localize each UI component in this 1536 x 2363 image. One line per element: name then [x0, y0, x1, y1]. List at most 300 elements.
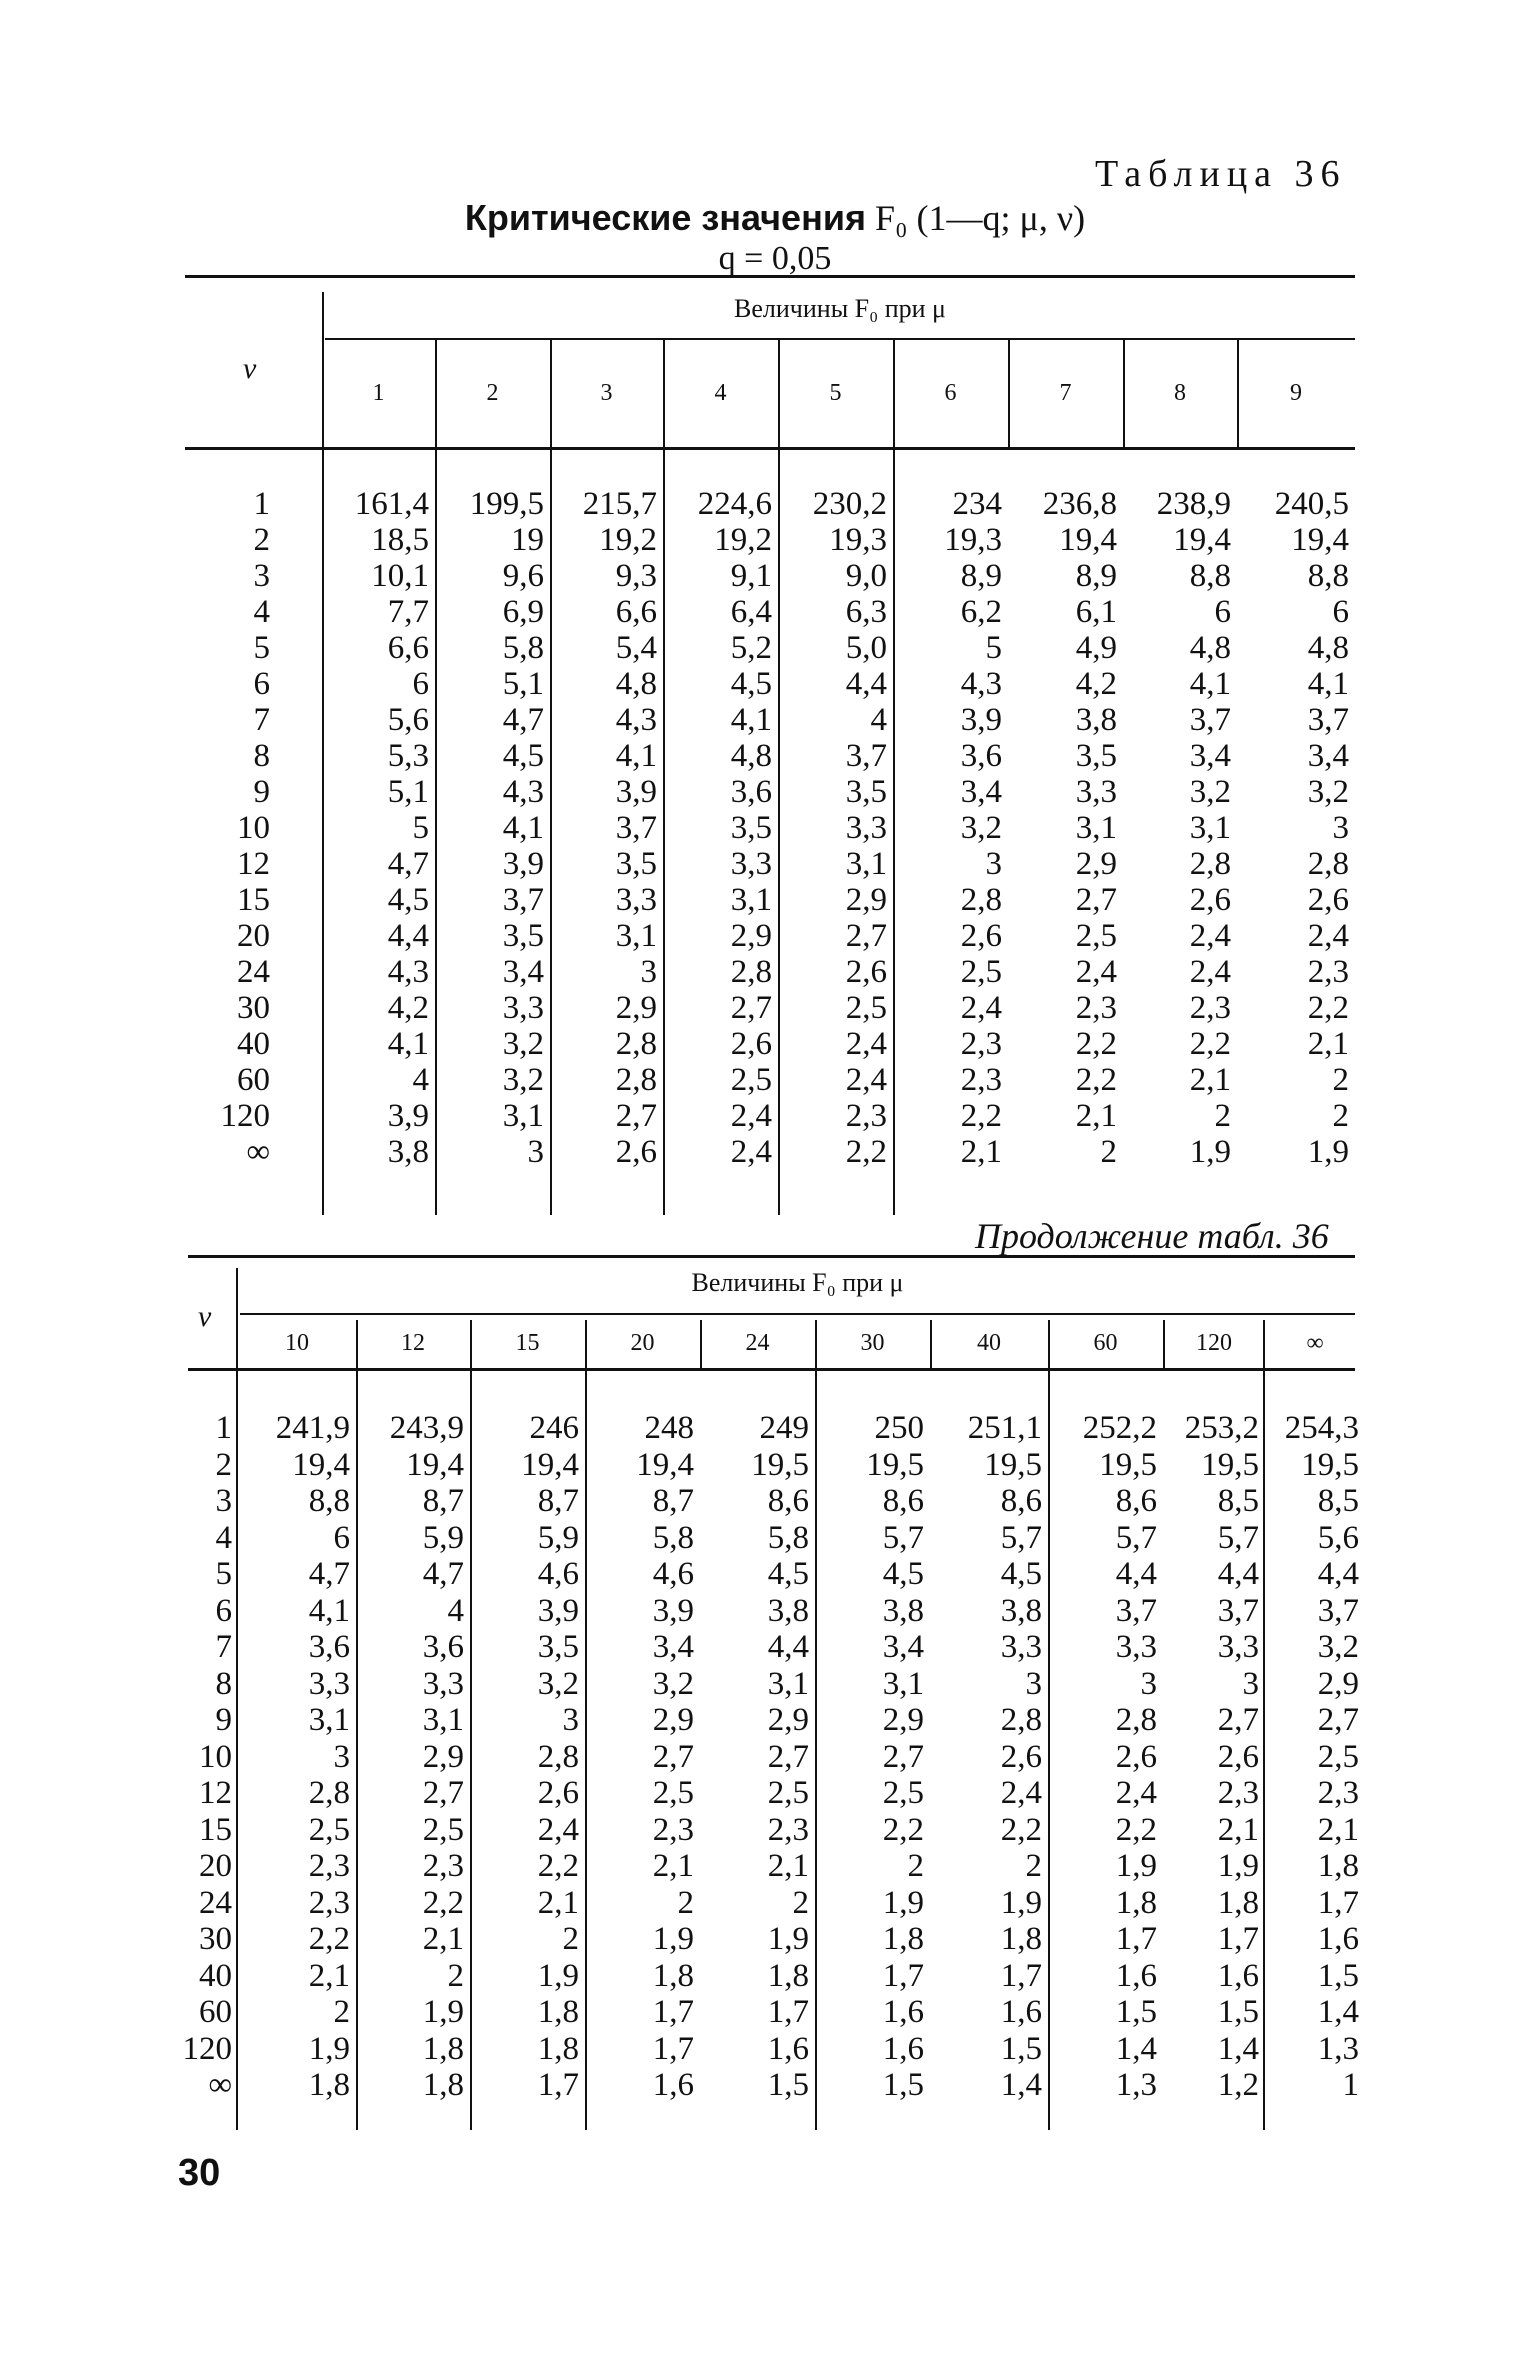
column-header-mu-60: 60	[1093, 1330, 1118, 1356]
value-cell: 1,9	[652, 1921, 694, 1957]
value-cell: 1,2	[1217, 2067, 1259, 2103]
column-header-mu-30: 30	[860, 1330, 885, 1356]
row-label-nu-∞: ∞	[246, 1134, 270, 1170]
value-cell: 3	[1025, 1665, 1042, 1702]
value-cell: 9,6	[502, 558, 544, 594]
row-label-nu-24: 24	[199, 1884, 232, 1921]
value-cell: 2	[1214, 1098, 1231, 1134]
value-cell: 3	[527, 1134, 544, 1170]
value-cell: 3,5	[845, 774, 887, 810]
value-cell: 4,6	[652, 1556, 694, 1592]
value-cell: 2,1	[1307, 1026, 1349, 1062]
value-cell: 5,8	[502, 630, 544, 666]
value-cell: 4,1	[615, 738, 657, 774]
value-cell: 4,8	[1307, 630, 1349, 666]
value-cell: 199,5	[469, 486, 544, 522]
column-header-mu-5: 5	[829, 380, 842, 406]
value-cell: 8,6	[1115, 1483, 1157, 1519]
value-cell: 1,6	[882, 2030, 924, 2067]
value-cell: 6,6	[387, 630, 429, 666]
value-cell: 2,1	[422, 1921, 464, 1957]
value-cell: 4,5	[502, 738, 544, 774]
value-cell: 4,3	[615, 702, 657, 738]
row-label-nu-120: 120	[220, 1098, 270, 1134]
value-cell: 2,2	[422, 1884, 464, 1921]
value-cell: 2,9	[652, 1702, 694, 1738]
value-cell: 4,7	[387, 846, 429, 882]
value-cell: 2,5	[652, 1775, 694, 1811]
value-cell: 1,6	[1217, 1957, 1259, 1994]
value-cell: 2,3	[1217, 1775, 1259, 1811]
value-cell: 2	[792, 1884, 809, 1921]
value-cell: 2,2	[1189, 1026, 1231, 1062]
value-cell: 3	[333, 1738, 350, 1775]
value-cell: 19,4	[636, 1446, 694, 1483]
value-cell: 1,8	[882, 1921, 924, 1957]
value-cell: 3,5	[615, 846, 657, 882]
value-cell: 1,8	[1217, 1884, 1259, 1921]
row-label-nu-40: 40	[237, 1026, 270, 1062]
value-cell: 3	[1332, 810, 1349, 846]
value-cell: 3,5	[537, 1629, 579, 1665]
value-cell: 3,9	[502, 846, 544, 882]
title-text: Критические значения	[464, 197, 866, 238]
value-cell: 5,7	[1115, 1519, 1157, 1556]
row-label-nu-20: 20	[237, 918, 270, 954]
row-label-nu-∞: ∞	[208, 2067, 232, 2103]
value-cell: 4,5	[882, 1556, 924, 1592]
value-cell: 3,5	[502, 918, 544, 954]
value-cell: 1,7	[882, 1957, 924, 1994]
value-cell: 224,6	[697, 486, 772, 522]
value-cell: 2,4	[1307, 918, 1349, 954]
value-cell: 1,3	[1115, 2067, 1157, 2103]
value-cell: 3,7	[1307, 702, 1349, 738]
value-cell: 1,7	[1000, 1957, 1042, 1994]
value-cell: 2,3	[308, 1884, 350, 1921]
value-cell: 2,6	[730, 1026, 772, 1062]
row-label-nu-12: 12	[199, 1775, 232, 1811]
value-cell: 230,2	[812, 486, 887, 522]
value-cell: 3,8	[387, 1134, 429, 1170]
value-cell: 2,2	[1115, 1811, 1157, 1848]
value-cell: 1,3	[1317, 2030, 1359, 2067]
value-cell: 19,4	[1291, 522, 1349, 558]
value-cell: 3	[562, 1702, 579, 1738]
value-cell: 2,6	[1217, 1738, 1259, 1775]
value-cell: 161,4	[354, 486, 429, 522]
column-divider-7	[1048, 1320, 1050, 2130]
value-cell: 2	[1332, 1062, 1349, 1098]
value-cell: 1	[1342, 2067, 1359, 2103]
value-cell: 3,5	[1075, 738, 1117, 774]
rule-1	[240, 1313, 1355, 1315]
value-cell: 6,3	[845, 594, 887, 630]
value-cell: 2	[333, 1994, 350, 2030]
value-cell: 1,6	[1115, 1957, 1157, 1994]
value-cell: 3,7	[845, 738, 887, 774]
value-cell: 6,9	[502, 594, 544, 630]
column-divider-0	[236, 1268, 238, 2130]
value-cell: 9,0	[845, 558, 887, 594]
value-cell: 3	[1242, 1665, 1259, 1702]
row-label-nu-20: 20	[199, 1848, 232, 1884]
value-cell: 3,9	[615, 774, 657, 810]
value-cell: 1,7	[1115, 1921, 1157, 1957]
value-cell: 4,8	[1189, 630, 1231, 666]
value-cell: 3,9	[960, 702, 1002, 738]
nu-header: ν	[243, 352, 257, 385]
value-cell: 8,7	[652, 1483, 694, 1519]
value-cell: 2,5	[960, 954, 1002, 990]
value-cell: 2,2	[1000, 1811, 1042, 1848]
value-cell: 1,6	[767, 2030, 809, 2067]
value-cell: 2,9	[1075, 846, 1117, 882]
column-header-mu-6: 6	[944, 380, 957, 406]
value-cell: 1,8	[308, 2067, 350, 2103]
page-number: 30	[178, 2152, 221, 2194]
value-cell: 2,9	[422, 1738, 464, 1775]
value-cell: 3,1	[882, 1665, 924, 1702]
value-cell: 3,3	[1075, 774, 1117, 810]
value-cell: 2,4	[1189, 918, 1231, 954]
value-cell: 8,5	[1317, 1483, 1359, 1519]
value-cell: 4,4	[1115, 1556, 1157, 1592]
row-label-nu-6: 6	[253, 666, 270, 702]
row-label-nu-12: 12	[237, 846, 270, 882]
row-label-nu-15: 15	[237, 882, 270, 918]
value-cell: 4,5	[387, 882, 429, 918]
value-cell: 3,4	[882, 1629, 924, 1665]
value-cell: 3,4	[652, 1629, 694, 1665]
value-cell: 2,5	[730, 1062, 772, 1098]
row-label-nu-4: 4	[253, 594, 270, 630]
value-cell: 1,7	[767, 1994, 809, 2030]
value-cell: 3,6	[308, 1629, 350, 1665]
value-cell: 3,4	[960, 774, 1002, 810]
value-cell: 2,5	[308, 1811, 350, 1848]
value-cell: 19,2	[599, 522, 657, 558]
rule-0	[188, 1255, 1355, 1258]
value-cell: 2	[907, 1848, 924, 1884]
value-cell: 6	[412, 666, 429, 702]
value-cell: 1,7	[652, 1994, 694, 2030]
value-cell: 4,2	[387, 990, 429, 1026]
value-cell: 3,8	[767, 1592, 809, 1629]
value-cell: 2,8	[1307, 846, 1349, 882]
value-cell: 2,8	[615, 1026, 657, 1062]
value-cell: 250	[874, 1410, 924, 1446]
value-cell: 1,9	[882, 1884, 924, 1921]
value-cell: 3,3	[1115, 1629, 1157, 1665]
column-divider-9	[1263, 1320, 1265, 2130]
value-cell: 3,4	[502, 954, 544, 990]
value-cell: 1,8	[537, 1994, 579, 2030]
value-cell: 2,9	[845, 882, 887, 918]
value-cell: 1,8	[1000, 1921, 1042, 1957]
value-cell: 2,9	[1317, 1665, 1359, 1702]
value-cell: 1,9	[422, 1994, 464, 2030]
value-cell: 19,4	[406, 1446, 464, 1483]
value-cell: 3,3	[730, 846, 772, 882]
column-header-mu-120: 120	[1196, 1330, 1232, 1356]
value-cell: 2,4	[1000, 1775, 1042, 1811]
value-cell: 2,3	[308, 1848, 350, 1884]
value-cell: 2,3	[652, 1811, 694, 1848]
value-cell: 3,1	[502, 1098, 544, 1134]
value-cell: 4	[412, 1062, 429, 1098]
value-cell: 3,1	[615, 918, 657, 954]
value-cell: 2,6	[845, 954, 887, 990]
value-cell: 3,2	[502, 1062, 544, 1098]
value-cell: 4,8	[730, 738, 772, 774]
value-cell: 19,3	[829, 522, 887, 558]
value-cell: 3,8	[1075, 702, 1117, 738]
value-cell: 5,8	[652, 1519, 694, 1556]
value-cell: 5,7	[1000, 1519, 1042, 1556]
row-label-nu-3: 3	[253, 558, 270, 594]
value-cell: 2,4	[537, 1811, 579, 1848]
value-cell: 3,9	[387, 1098, 429, 1134]
value-cell: 3,7	[1115, 1592, 1157, 1629]
value-cell: 2,2	[537, 1848, 579, 1884]
value-cell: 4,4	[387, 918, 429, 954]
value-cell: 2,5	[882, 1775, 924, 1811]
value-cell: 5	[412, 810, 429, 846]
value-cell: 19,3	[944, 522, 1002, 558]
value-cell: 3,6	[422, 1629, 464, 1665]
value-cell: 5,7	[882, 1519, 924, 1556]
value-cell: 3,2	[960, 810, 1002, 846]
value-cell: 19	[511, 522, 544, 558]
row-label-nu-7: 7	[253, 702, 270, 738]
value-cell: 2,6	[615, 1134, 657, 1170]
nu-header: ν	[198, 1300, 212, 1333]
value-cell: 8,8	[1189, 558, 1231, 594]
value-cell: 2,2	[845, 1134, 887, 1170]
column-header-mu-40: 40	[977, 1330, 1001, 1356]
value-cell: 1,7	[537, 2067, 579, 2103]
value-cell: 3,7	[1217, 1592, 1259, 1629]
column-header-mu-∞: ∞	[1306, 1330, 1324, 1356]
value-cell: 9,1	[730, 558, 772, 594]
row-label-nu-24: 24	[237, 954, 270, 990]
value-cell: 4,8	[615, 666, 657, 702]
value-cell: 19,4	[1059, 522, 1117, 558]
row-label-nu-1: 1	[215, 1410, 232, 1446]
value-cell: 8,5	[1217, 1483, 1259, 1519]
value-cell: 1,8	[1115, 1884, 1157, 1921]
value-cell: 2,3	[960, 1026, 1002, 1062]
value-cell: 1,6	[1000, 1994, 1042, 2030]
value-cell: 215,7	[582, 486, 657, 522]
value-cell: 2,1	[652, 1848, 694, 1884]
value-cell: 4,4	[845, 666, 887, 702]
value-cell: 5,9	[537, 1519, 579, 1556]
value-cell: 4,4	[1217, 1556, 1259, 1592]
value-cell: 1,4	[1317, 1994, 1359, 2030]
value-cell: 3,7	[615, 810, 657, 846]
value-cell: 3	[985, 846, 1002, 882]
value-cell: 3,1	[767, 1665, 809, 1702]
value-cell: 3,5	[730, 810, 772, 846]
value-cell: 2	[1025, 1848, 1042, 1884]
value-cell: 4,1	[387, 1026, 429, 1062]
value-cell: 253,2	[1184, 1410, 1259, 1446]
column-header-mu-15: 15	[515, 1330, 540, 1356]
row-label-nu-6: 6	[215, 1592, 232, 1629]
value-cell: 3,3	[502, 990, 544, 1026]
value-cell: 4,3	[387, 954, 429, 990]
value-cell: 2,8	[730, 954, 772, 990]
value-cell: 4,1	[502, 810, 544, 846]
value-cell: 1,6	[652, 2067, 694, 2103]
value-cell: 1,6	[1317, 1921, 1359, 1957]
value-cell: 1,9	[537, 1957, 579, 1994]
value-cell: 1,5	[1317, 1957, 1359, 1994]
value-cell: 5,8	[767, 1519, 809, 1556]
value-cell: 4,5	[767, 1556, 809, 1592]
value-cell: 3,1	[308, 1702, 350, 1738]
value-cell: 19,5	[984, 1446, 1042, 1483]
value-cell: 2,2	[1075, 1026, 1117, 1062]
value-cell: 4,1	[308, 1592, 350, 1629]
value-cell: 241,9	[275, 1410, 350, 1446]
value-cell: 2,4	[1075, 954, 1117, 990]
value-cell: 3,2	[1317, 1629, 1359, 1665]
value-cell: 2,3	[845, 1098, 887, 1134]
value-cell: 9,3	[615, 558, 657, 594]
row-label-nu-60: 60	[199, 1994, 232, 2030]
value-cell: 251,1	[967, 1410, 1042, 1446]
value-cell: 8,9	[1075, 558, 1117, 594]
row-label-nu-40: 40	[199, 1957, 232, 1994]
value-cell: 2,8	[1000, 1702, 1042, 1738]
row-label-nu-120: 120	[182, 2030, 232, 2067]
value-cell: 2,9	[730, 918, 772, 954]
value-cell: 4,1	[730, 702, 772, 738]
value-cell: 2,1	[537, 1884, 579, 1921]
row-label-nu-8: 8	[215, 1665, 232, 1702]
value-cell: 19,4	[292, 1446, 350, 1483]
value-cell: 4	[447, 1592, 464, 1629]
column-divider-3	[585, 1320, 587, 2130]
value-cell: 2,6	[537, 1775, 579, 1811]
value-cell: 2,8	[1189, 846, 1231, 882]
value-cell: 2,3	[422, 1848, 464, 1884]
column-header-mu-10: 10	[285, 1330, 309, 1356]
value-cell: 2,4	[845, 1026, 887, 1062]
value-cell: 3	[1140, 1665, 1157, 1702]
column-header-mu-3: 3	[600, 380, 613, 406]
column-header-mu-9: 9	[1290, 380, 1302, 406]
value-cell: 2,8	[615, 1062, 657, 1098]
table-subtitle: q = 0,05	[718, 240, 832, 277]
column-header-mu-2: 2	[486, 380, 499, 406]
value-cell: 3,7	[1189, 702, 1231, 738]
title-formula: F₀ (1—q; μ, ν)	[874, 198, 1086, 238]
value-cell: 2,7	[882, 1738, 924, 1775]
value-cell: 3,3	[308, 1665, 350, 1702]
value-cell: 236,8	[1042, 486, 1117, 522]
value-cell: 2,5	[767, 1775, 809, 1811]
value-cell: 2,3	[1189, 990, 1231, 1026]
value-cell: 1,7	[652, 2030, 694, 2067]
value-cell: 234	[952, 486, 1002, 522]
value-cell: 5,0	[845, 630, 887, 666]
table-number-label: Таблица 36	[1095, 153, 1347, 195]
value-cell: 2,1	[960, 1134, 1002, 1170]
value-cell: 2,7	[422, 1775, 464, 1811]
value-cell: 3,1	[845, 846, 887, 882]
value-cell: 2,8	[960, 882, 1002, 918]
value-cell: 4,7	[422, 1556, 464, 1592]
value-cell: 1,8	[422, 2067, 464, 2103]
value-cell: 1,4	[1115, 2030, 1157, 2067]
row-label-nu-10: 10	[199, 1738, 232, 1775]
value-cell: 5,3	[387, 738, 429, 774]
value-cell: 1,9	[1189, 1134, 1231, 1170]
value-cell: 1,4	[1000, 2067, 1042, 2103]
value-cell: 1,6	[882, 1994, 924, 2030]
row-label-nu-7: 7	[215, 1629, 232, 1665]
value-cell: 19,5	[1201, 1446, 1259, 1483]
value-cell: 3,2	[502, 1026, 544, 1062]
value-cell: 2,7	[845, 918, 887, 954]
row-label-nu-10: 10	[237, 810, 270, 846]
value-cell: 246	[529, 1410, 579, 1446]
value-cell: 4,1	[1307, 666, 1349, 702]
value-cell: 19,5	[866, 1446, 924, 1483]
value-cell: 2,2	[308, 1921, 350, 1957]
value-cell: 5,7	[1217, 1519, 1259, 1556]
value-cell: 8,9	[960, 558, 1002, 594]
group-header: Величины F₀ при μ	[734, 294, 946, 323]
value-cell: 6,4	[730, 594, 772, 630]
value-cell: 1,9	[308, 2030, 350, 2067]
value-cell: 8,6	[882, 1483, 924, 1519]
value-cell: 3,1	[1075, 810, 1117, 846]
column-header-mu-20: 20	[630, 1330, 655, 1356]
column-header-mu-12: 12	[401, 1330, 425, 1356]
row-label-nu-60: 60	[237, 1062, 270, 1098]
value-cell: 4,4	[767, 1629, 809, 1665]
row-label-nu-9: 9	[253, 774, 270, 810]
value-cell: 2,7	[1317, 1702, 1359, 1738]
value-cell: 3,3	[615, 882, 657, 918]
value-cell: 5,2	[730, 630, 772, 666]
value-cell: 1,9	[1115, 1848, 1157, 1884]
rule-2	[188, 1368, 1355, 1371]
value-cell: 2,4	[845, 1062, 887, 1098]
value-cell: 1,8	[422, 2030, 464, 2067]
value-cell: 3,4	[1307, 738, 1349, 774]
value-cell: 3,6	[960, 738, 1002, 774]
value-cell: 1,9	[1217, 1848, 1259, 1884]
value-cell: 3,6	[730, 774, 772, 810]
value-cell: 4,3	[502, 774, 544, 810]
value-cell: 3,4	[1189, 738, 1231, 774]
value-cell: 2	[677, 1884, 694, 1921]
value-cell: 5,1	[387, 774, 429, 810]
value-cell: 2,4	[730, 1098, 772, 1134]
value-cell: 2,8	[1115, 1702, 1157, 1738]
value-cell: 5	[985, 630, 1002, 666]
value-cell: 2,4	[1189, 954, 1231, 990]
row-label-nu-5: 5	[253, 630, 270, 666]
value-cell: 2,6	[1000, 1738, 1042, 1775]
value-cell: 4,6	[537, 1556, 579, 1592]
